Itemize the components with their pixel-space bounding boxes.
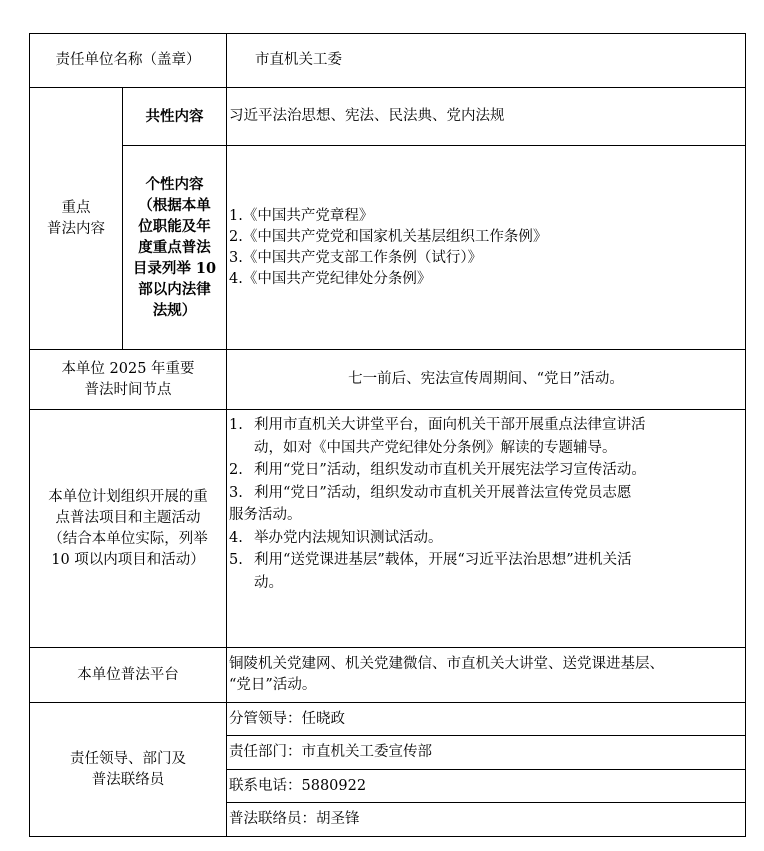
liaison-field: 普法联络员：胡圣锋	[229, 811, 360, 827]
timeline-label: 本单位 2025 年重要 普法时间节点	[61, 360, 195, 398]
projects-label: 本单位计划组织开展的重 点普法项目和主题活动 （结合本单位实际，列举 10 项以内项目和活动）	[48, 488, 208, 568]
law-item: 1.《中国共产党章程》	[229, 207, 374, 224]
department-field: 责任部门：市直机关工委宣传部	[229, 744, 432, 760]
project-item: 5. 利用“送党课进基层”载体，开展“习近平法治思想”进机关活 动。	[229, 552, 632, 591]
phone-field: 联系电话：5880922	[229, 777, 367, 794]
specific-content-label: 个性内容 （根据本单 位职能及年 度重点普法 目录列举 10 部以内法律 法规）	[132, 176, 217, 319]
rule	[745, 33, 746, 837]
unit-label: 责任单位名称（盖章）	[55, 52, 201, 68]
unit-value: 市直机关工委	[255, 52, 342, 68]
project-item: 4. 举办党内法规知识测试活动。	[229, 529, 443, 546]
project-item: 1. 利用市直机关大讲堂平台，面向机关干部开展重点法律宣讲活 动，如对《中国共产党纪律处分条例》解读的专题辅导。	[229, 417, 646, 456]
timeline-value: 七一前后、宪法宣传周期间、“党日”活动。	[348, 371, 624, 387]
project-item: 3. 利用“党日”活动，组织发动市直机关开展普法宣传党员志愿 服务活动。	[229, 484, 632, 523]
contacts-label: 责任领导、部门及 普法联络员	[70, 750, 186, 788]
key-content-label: 重点 普法内容	[47, 199, 105, 237]
law-item: 3.《中国共产党支部工作条例（试行）》	[229, 249, 483, 266]
platform-label: 本单位普法平台	[77, 666, 179, 683]
plan-table	[29, 33, 746, 837]
common-content-value: 习近平法治思想、宪法、民法典、党内法规	[229, 108, 505, 124]
common-content-label: 共性内容	[145, 108, 204, 125]
law-item: 4.《中国共产党纪律处分条例》	[229, 270, 432, 287]
specific-content-list	[229, 146, 741, 349]
rule	[226, 33, 227, 837]
leader-field: 分管领导：任晓政	[229, 710, 345, 727]
platform-value: 铜陵机关党建网、机关党建微信、市直机关大讲堂、送党课进基层、 “党日”活动。	[229, 656, 664, 693]
law-item: 2.《中国共产党党和国家机关基层组织工作条例》	[229, 228, 548, 245]
rule	[29, 836, 746, 837]
project-item: 2. 利用“党日”活动，组织发动市直机关开展宪法学习宣传活动。	[229, 462, 646, 478]
projects-list	[229, 414, 743, 646]
